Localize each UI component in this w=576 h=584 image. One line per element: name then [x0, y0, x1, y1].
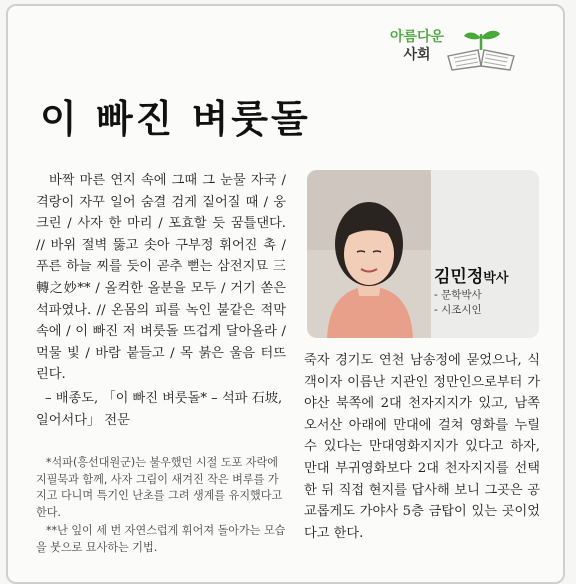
footnotes — [36, 455, 286, 558]
footnote-2: **난 잎이 세 번 자연스럽게 휘어져 돌아가는 모습을 붓으로 묘사하는 기법. — [36, 524, 286, 554]
column-tag-line2: 사회 — [403, 47, 431, 63]
author-name-text: 김민정 — [434, 267, 484, 287]
author-profile-card — [307, 170, 539, 338]
column-tag — [382, 28, 452, 64]
author-title-suffix: 박사 — [483, 271, 509, 286]
footnote-1: *석파(흥선대원군)는 불우했던 시절 도포 자락에 지필묵과 함께, 사자 그림이 새겨진 작은 벼루를 가지고 다니며 특기인 난초를 그려 생계를 유지했다고 한다. — [36, 456, 283, 519]
author-role-1: - 문학박사 — [434, 289, 482, 301]
article-title: 이 빠진 벼룻돌 — [40, 97, 311, 141]
author-name — [434, 262, 508, 287]
poem-credit: – 배종도, 「이 빠진 벼룻돌* – 석파 石坡, 일어서다」 전문 — [36, 391, 283, 428]
article-body-paragraph: 죽자 경기도 연천 남송정에 묻었으나, 식객이자 이름난 지관인 정만인으로부터 가야산 북쪽에 2대 천자지지가 있고, 남쪽 오서산 아래에 만대에 걸쳐 영화를 누릴 수 있다는 만대영화지지가 있다고 하자, 만대 부귀영화보다 2대 천자지지를 선택한 뒤 직접 현지를 답사해 보니 그곳은 공교롭게도 가야사 5층 금탑이 있는 곳이었다고 한다. — [304, 353, 540, 541]
poem-body: 바짝 마른 연지 속에 그때 그 눈물 자국 / 격랑이 자꾸 일어 숨결 검게 짙어질 때 / 웅크린 / 사자 한 마리 / 포효할 듯 꿈틀댄다. // 바위 절벽 뚫고 솟아 구부정 휘어진 촉 / 푸른 하늘 찌를 듯이 곧추 뻗는 삼전지묘 三轉之妙** / 올컥한 올분을 모두 / 거기 쏟은 석파였나. // 온몸의 피를 녹인 불같은 적막 속에 / 이 빠진 저 벼룻돌 뜨겁게 달아올라 / 먹물 빛 / 바람 붙들고 / 목 붉은 울음 터뜨린다. — [36, 173, 286, 383]
author-roles — [434, 288, 482, 318]
column-tag-line1: 아름다운 — [389, 29, 445, 45]
author-photo — [307, 170, 431, 338]
book-sprout-icon — [444, 26, 518, 74]
article-body — [304, 350, 540, 544]
poem-text — [36, 170, 286, 386]
author-role-2: - 시조시인 — [434, 304, 482, 316]
